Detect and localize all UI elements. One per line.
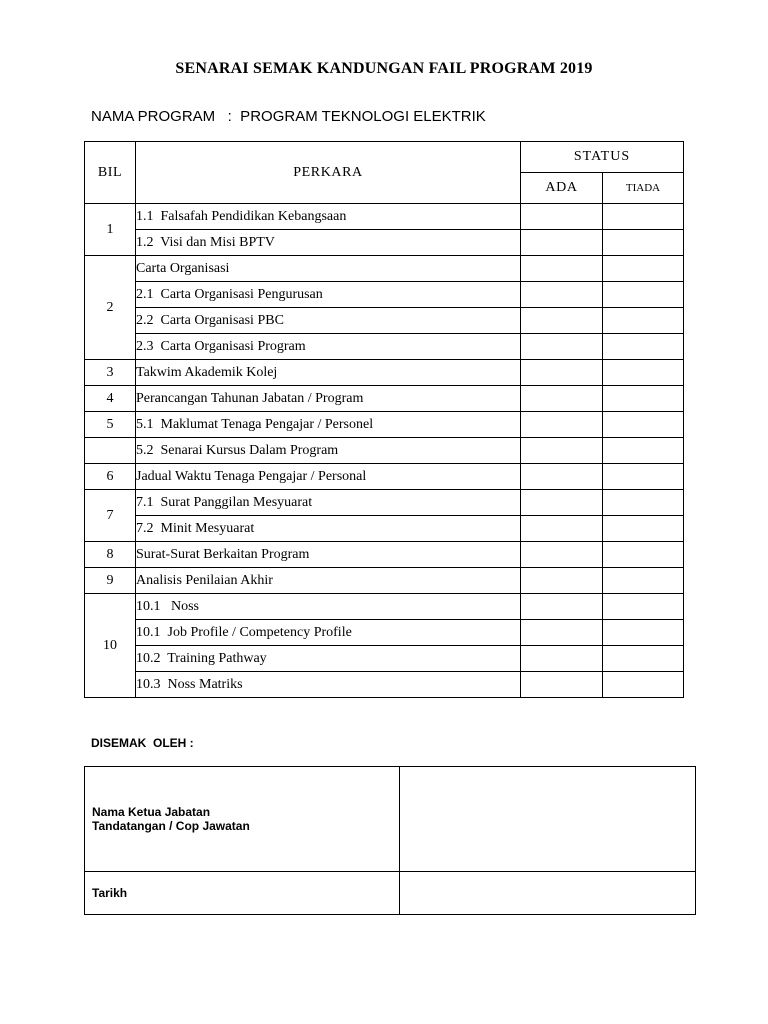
tiada-checkbox-cell[interactable] [603, 282, 684, 308]
ada-checkbox-cell[interactable] [521, 334, 603, 360]
table-row [85, 230, 684, 256]
table-row [85, 594, 684, 620]
tiada-checkbox-cell[interactable] [603, 308, 684, 334]
tiada-checkbox-cell[interactable] [603, 516, 684, 542]
ada-checkbox-cell[interactable] [521, 542, 603, 568]
date-label: Tarikh [85, 872, 400, 915]
tiada-checkbox-cell[interactable] [603, 568, 684, 594]
item-cell: 5.1 Maklumat Tenaga Pengajar / Personel [136, 412, 521, 438]
tiada-checkbox-cell[interactable] [603, 620, 684, 646]
ada-checkbox-cell[interactable] [521, 204, 603, 230]
checklist-table [84, 141, 684, 698]
item-cell: Takwim Akademik Kolej [136, 360, 521, 386]
item-cell: 10.1 Noss [136, 594, 521, 620]
tiada-checkbox-cell[interactable] [603, 334, 684, 360]
table-row [85, 568, 684, 594]
document-title: SENARAI SEMAK KANDUNGAN FAIL PROGRAM 2019 [175, 60, 593, 77]
ada-checkbox-cell[interactable] [521, 594, 603, 620]
item-cell: 2.2 Carta Organisasi PBC [136, 308, 521, 334]
header-status: STATUS [521, 142, 684, 173]
item-cell: Perancangan Tahunan Jabatan / Program [136, 386, 521, 412]
ada-checkbox-cell[interactable] [521, 256, 603, 282]
ada-checkbox-cell[interactable] [521, 568, 603, 594]
header-tiada: TIADA [603, 173, 684, 204]
table-row [85, 204, 684, 230]
signoff-table [84, 766, 696, 915]
item-cell: 10.3 Noss Matriks [136, 672, 521, 698]
tiada-checkbox-cell[interactable] [603, 646, 684, 672]
tiada-checkbox-cell[interactable] [603, 672, 684, 698]
table-row [85, 672, 684, 698]
item-cell: 10.1 Job Profile / Competency Profile [136, 620, 521, 646]
bil-cell: 7 [85, 490, 136, 542]
tiada-checkbox-cell[interactable] [603, 594, 684, 620]
table-row [85, 282, 684, 308]
tiada-checkbox-cell[interactable] [603, 204, 684, 230]
signoff-name-cell [85, 767, 400, 872]
name-label: Nama Ketua Jabatan [92, 805, 211, 819]
signature-label: Tandatangan / Cop Jawatan [92, 819, 250, 833]
table-row [85, 464, 684, 490]
ada-checkbox-cell[interactable] [521, 386, 603, 412]
table-row [85, 360, 684, 386]
item-cell: 1.1 Falsafah Pendidikan Kebangsaan [136, 204, 521, 230]
table-row [85, 438, 684, 464]
header-ada: ADA [521, 173, 603, 204]
program-name: NAMA PROGRAM : PROGRAM TEKNOLOGI ELEKTRIK [91, 108, 486, 125]
reviewed-by-heading: DISEMAK OLEH : [91, 736, 194, 750]
ada-checkbox-cell[interactable] [521, 360, 603, 386]
table-row [85, 308, 684, 334]
item-cell: Jadual Waktu Tenaga Pengajar / Personal [136, 464, 521, 490]
item-cell: Surat-Surat Berkaitan Program [136, 542, 521, 568]
signature-box[interactable] [400, 767, 696, 872]
table-row [85, 334, 684, 360]
checklist-body [85, 204, 684, 698]
table-row [85, 412, 684, 438]
bil-cell: 9 [85, 568, 136, 594]
ada-checkbox-cell[interactable] [521, 308, 603, 334]
bil-cell: 10 [85, 594, 136, 698]
bil-cell: 1 [85, 204, 136, 256]
item-cell: 1.2 Visi dan Misi BPTV [136, 230, 521, 256]
table-row [85, 256, 684, 282]
tiada-checkbox-cell[interactable] [603, 542, 684, 568]
ada-checkbox-cell[interactable] [521, 620, 603, 646]
table-row [85, 542, 684, 568]
bil-cell: 8 [85, 542, 136, 568]
item-cell: 2.1 Carta Organisasi Pengurusan [136, 282, 521, 308]
item-cell: Analisis Penilaian Akhir [136, 568, 521, 594]
table-row [85, 386, 684, 412]
item-cell: 10.2 Training Pathway [136, 646, 521, 672]
tiada-checkbox-cell[interactable] [603, 230, 684, 256]
item-cell: 2.3 Carta Organisasi Program [136, 334, 521, 360]
bil-cell: 3 [85, 360, 136, 386]
ada-checkbox-cell[interactable] [521, 464, 603, 490]
tiada-checkbox-cell[interactable] [603, 490, 684, 516]
header-perkara: PERKARA [136, 142, 521, 204]
table-row [85, 490, 684, 516]
bil-cell: 4 [85, 386, 136, 412]
bil-cell: 2 [85, 256, 136, 360]
bil-cell: 6 [85, 464, 136, 490]
ada-checkbox-cell[interactable] [521, 438, 603, 464]
tiada-checkbox-cell[interactable] [603, 464, 684, 490]
item-cell: 7.1 Surat Panggilan Mesyuarat [136, 490, 521, 516]
ada-checkbox-cell[interactable] [521, 490, 603, 516]
bil-cell [85, 438, 136, 464]
header-bil: BIL [85, 142, 136, 204]
ada-checkbox-cell[interactable] [521, 672, 603, 698]
item-cell: Carta Organisasi [136, 256, 521, 282]
tiada-checkbox-cell[interactable] [603, 438, 684, 464]
ada-checkbox-cell[interactable] [521, 412, 603, 438]
item-cell: 5.2 Senarai Kursus Dalam Program [136, 438, 521, 464]
item-cell: 7.2 Minit Mesyuarat [136, 516, 521, 542]
tiada-checkbox-cell[interactable] [603, 386, 684, 412]
bil-cell: 5 [85, 412, 136, 438]
tiada-checkbox-cell[interactable] [603, 256, 684, 282]
date-box[interactable] [400, 872, 696, 915]
ada-checkbox-cell[interactable] [521, 516, 603, 542]
tiada-checkbox-cell[interactable] [603, 360, 684, 386]
table-row [85, 646, 684, 672]
table-row [85, 620, 684, 646]
ada-checkbox-cell[interactable] [521, 646, 603, 672]
table-row [85, 516, 684, 542]
ada-checkbox-cell[interactable] [521, 230, 603, 256]
tiada-checkbox-cell[interactable] [603, 412, 684, 438]
ada-checkbox-cell[interactable] [521, 282, 603, 308]
